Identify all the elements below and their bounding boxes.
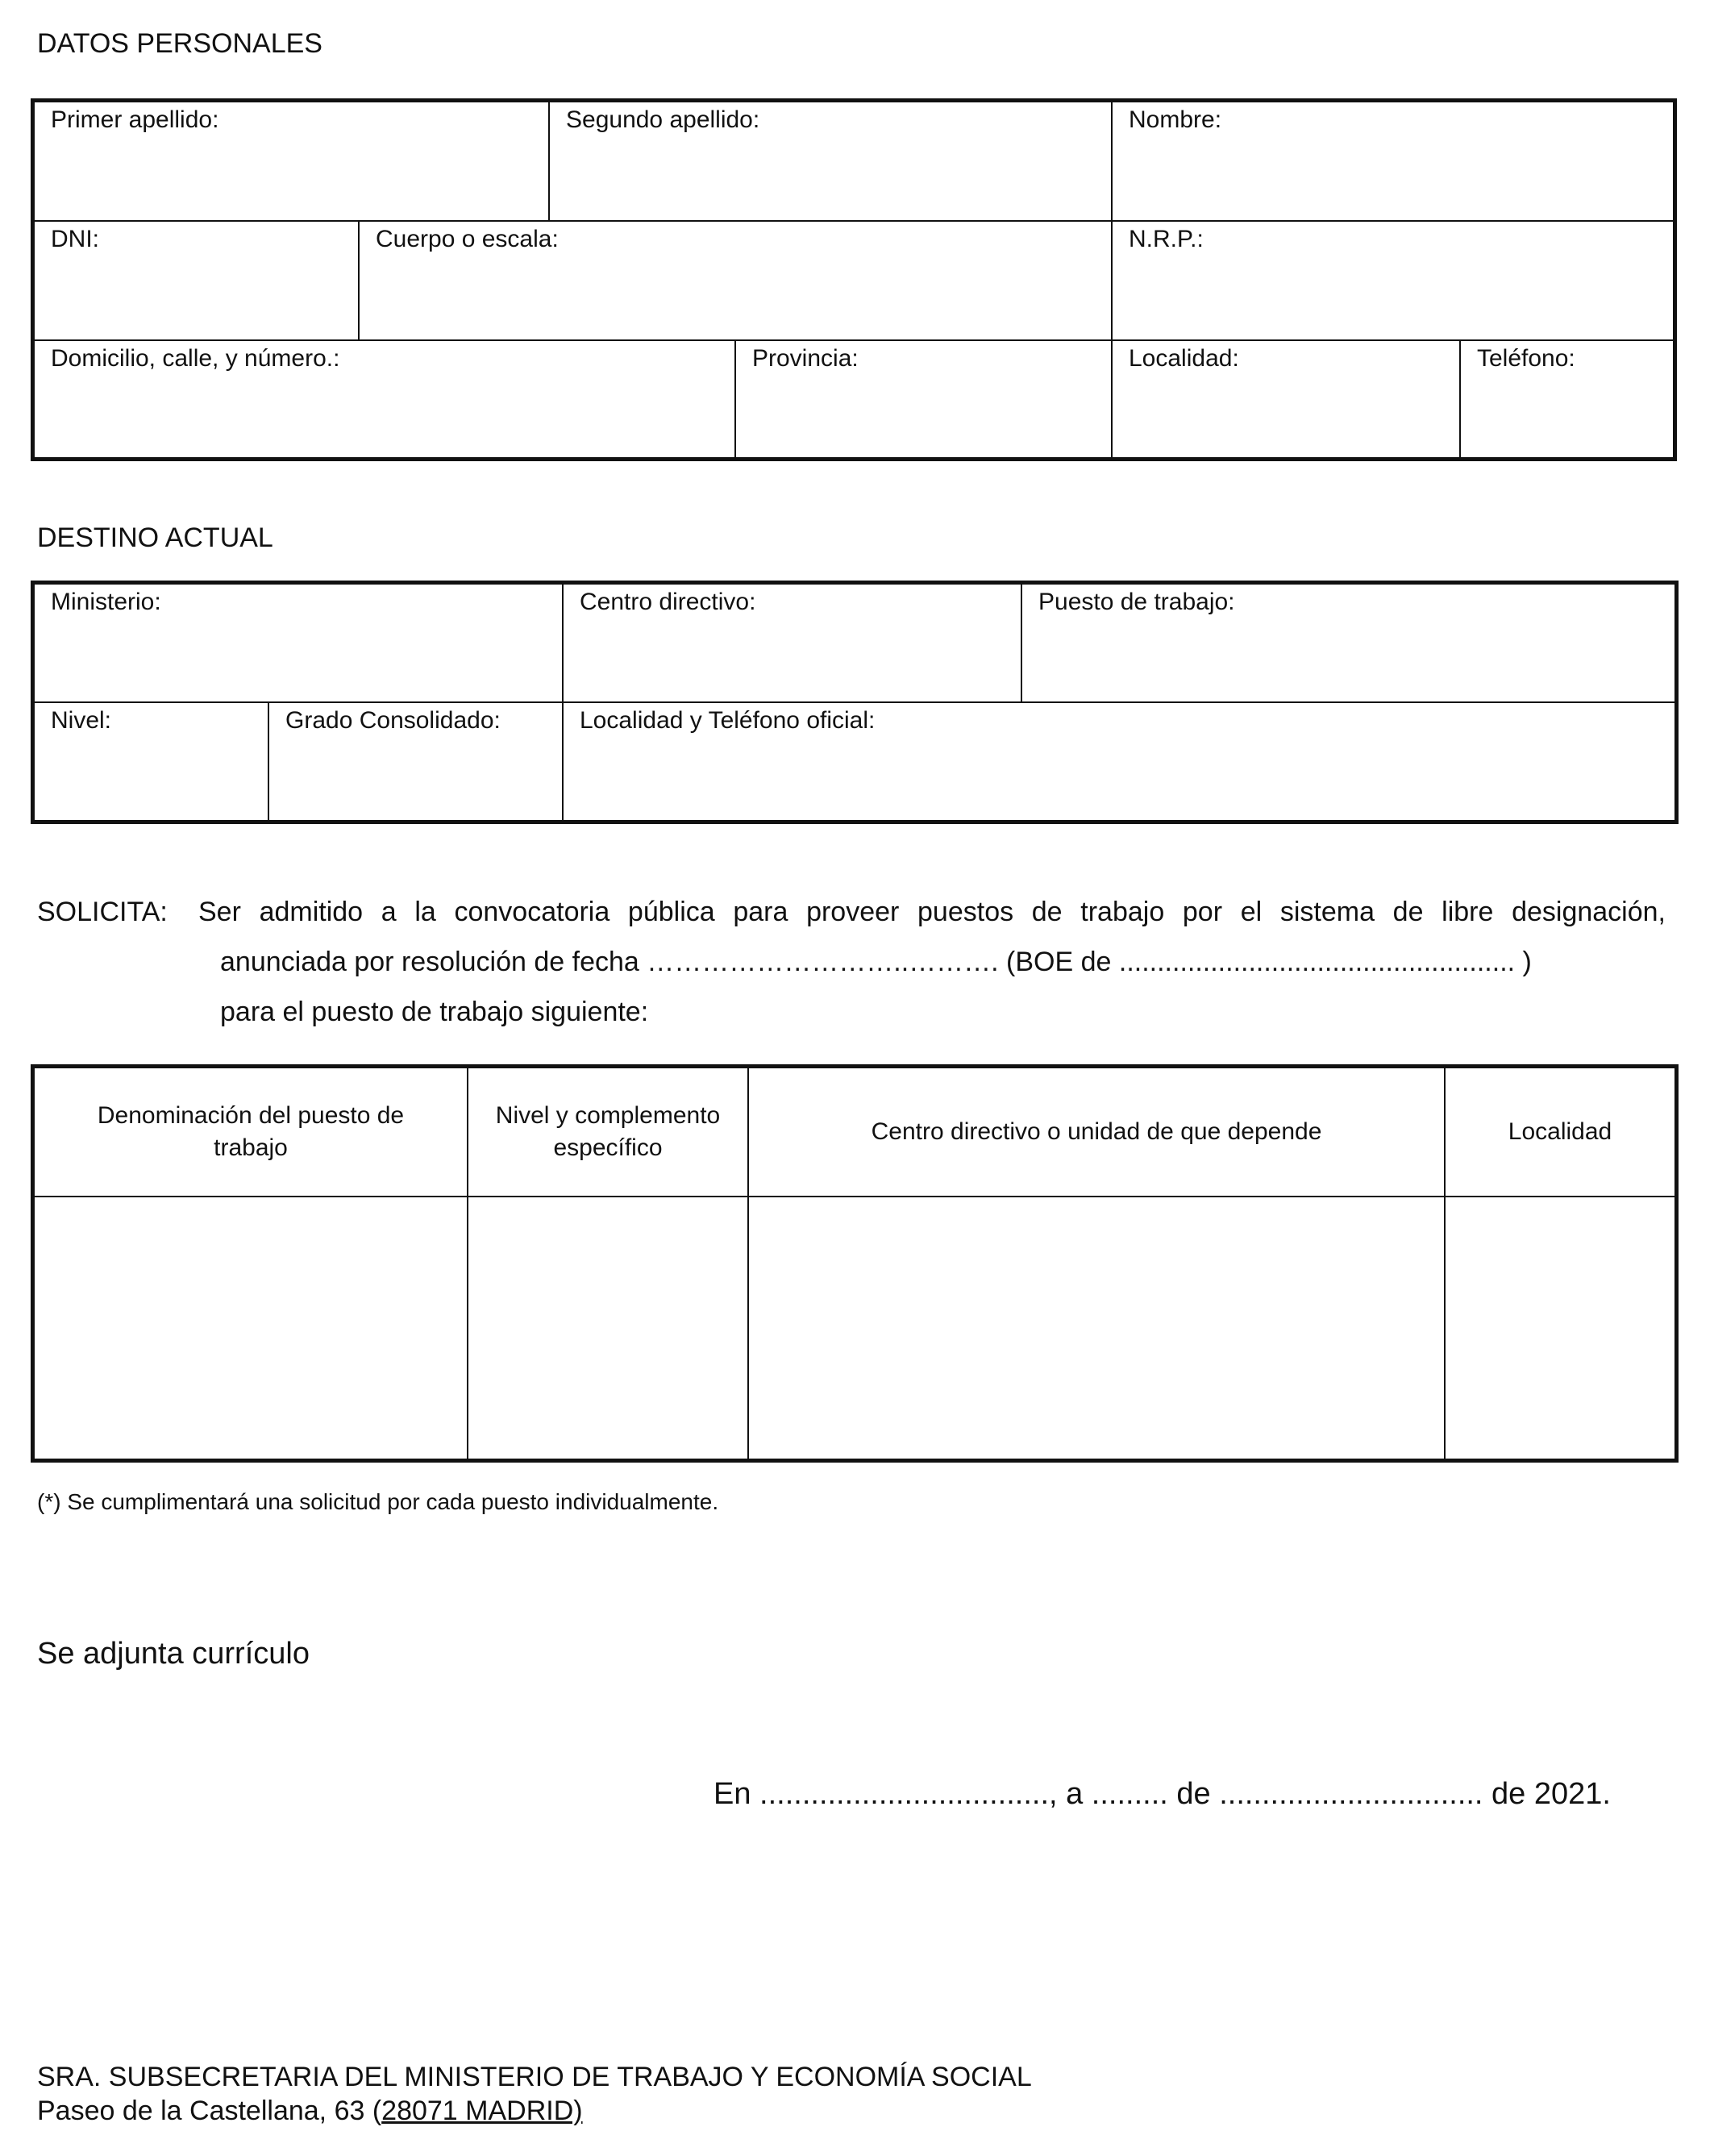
field-nombre[interactable]: Nombre: bbox=[1113, 102, 1673, 222]
puesto-table-header-denominacion bbox=[35, 1068, 468, 1197]
datos-personales-table bbox=[31, 98, 1677, 461]
header-label: Localidad bbox=[1508, 1118, 1612, 1145]
footnote: (*) Se cumplimentará una solicitud por cada puesto individualmente. bbox=[37, 1489, 719, 1514]
puesto-table-header-nivel bbox=[468, 1068, 749, 1197]
puesto-cell-centro[interactable] bbox=[749, 1197, 1446, 1459]
solicita-label: SOLICITA: bbox=[37, 897, 168, 927]
header-label: Nivel y complemento específico bbox=[495, 1102, 721, 1161]
field-nivel[interactable]: Nivel: bbox=[35, 703, 269, 820]
header-label: Denominación del puesto de trabajo bbox=[97, 1102, 405, 1161]
field-domicilio[interactable]: Domicilio, calle, y número.: bbox=[35, 341, 736, 457]
header-label: Centro directivo o unidad de que depende bbox=[871, 1118, 1322, 1145]
field-segundo-apellido[interactable]: Segundo apellido: bbox=[550, 102, 1113, 222]
solicita-line-3: para el puesto de trabajo siguiente: bbox=[220, 997, 649, 1027]
address-street: Paseo de la Castellana, 63 ( bbox=[37, 2096, 382, 2126]
field-primer-apellido[interactable]: Primer apellido: bbox=[35, 102, 550, 222]
field-dni[interactable]: DNI: bbox=[35, 222, 360, 341]
address-line-2 bbox=[37, 2094, 583, 2128]
solicita-line-1: Ser admitido a la convocatoria pública para proveer puestos de trabajo por el sistema de libre designación, bbox=[198, 897, 1666, 927]
field-telefono[interactable]: Teléfono: bbox=[1477, 345, 1575, 372]
field-grado-consolidado[interactable]: Grado Consolidado: bbox=[269, 703, 564, 820]
address-line-1: SRA. SUBSECRETARIA DEL MINISTERIO DE TRABAJO Y ECONOMÍA SOCIAL bbox=[37, 2062, 1032, 2092]
field-centro-directivo[interactable]: Centro directivo: bbox=[564, 585, 1022, 703]
curriculo-note: Se adjunta currículo bbox=[37, 1637, 310, 1671]
puesto-table-header-localidad bbox=[1446, 1068, 1674, 1197]
section-title-datos-personales: DATOS PERSONALES bbox=[37, 28, 322, 59]
puesto-cell-denominacion[interactable] bbox=[35, 1197, 468, 1459]
section-title-destino-actual: DESTINO ACTUAL bbox=[37, 522, 273, 553]
field-nrp[interactable]: N.R.P.: bbox=[1113, 222, 1673, 341]
field-ministerio[interactable]: Ministerio: bbox=[35, 585, 564, 703]
field-localidad-telefono-oficial[interactable]: Localidad y Teléfono oficial: bbox=[580, 707, 876, 734]
field-cuerpo-escala[interactable]: Cuerpo o escala: bbox=[360, 222, 1113, 341]
puesto-cell-localidad[interactable] bbox=[1446, 1197, 1674, 1459]
fecha-line: En .................................., a ......... de ............................... de 2021. bbox=[713, 1777, 1611, 1811]
puesto-table-header-centro bbox=[749, 1068, 1446, 1197]
field-localidad[interactable]: Localidad: bbox=[1113, 341, 1461, 457]
field-provincia[interactable]: Provincia: bbox=[736, 341, 1113, 457]
address-postal-code: 28071 MADRID) bbox=[381, 2096, 583, 2126]
solicita-line-2: anunciada por resolución de fecha ………………………..………. (BOE de .................................................... ) bbox=[220, 947, 1532, 977]
field-puesto-trabajo[interactable]: Puesto de trabajo: bbox=[1022, 585, 1674, 703]
destino-actual-table bbox=[31, 581, 1679, 824]
puesto-cell-nivel[interactable] bbox=[468, 1197, 749, 1459]
puesto-table bbox=[31, 1064, 1679, 1463]
